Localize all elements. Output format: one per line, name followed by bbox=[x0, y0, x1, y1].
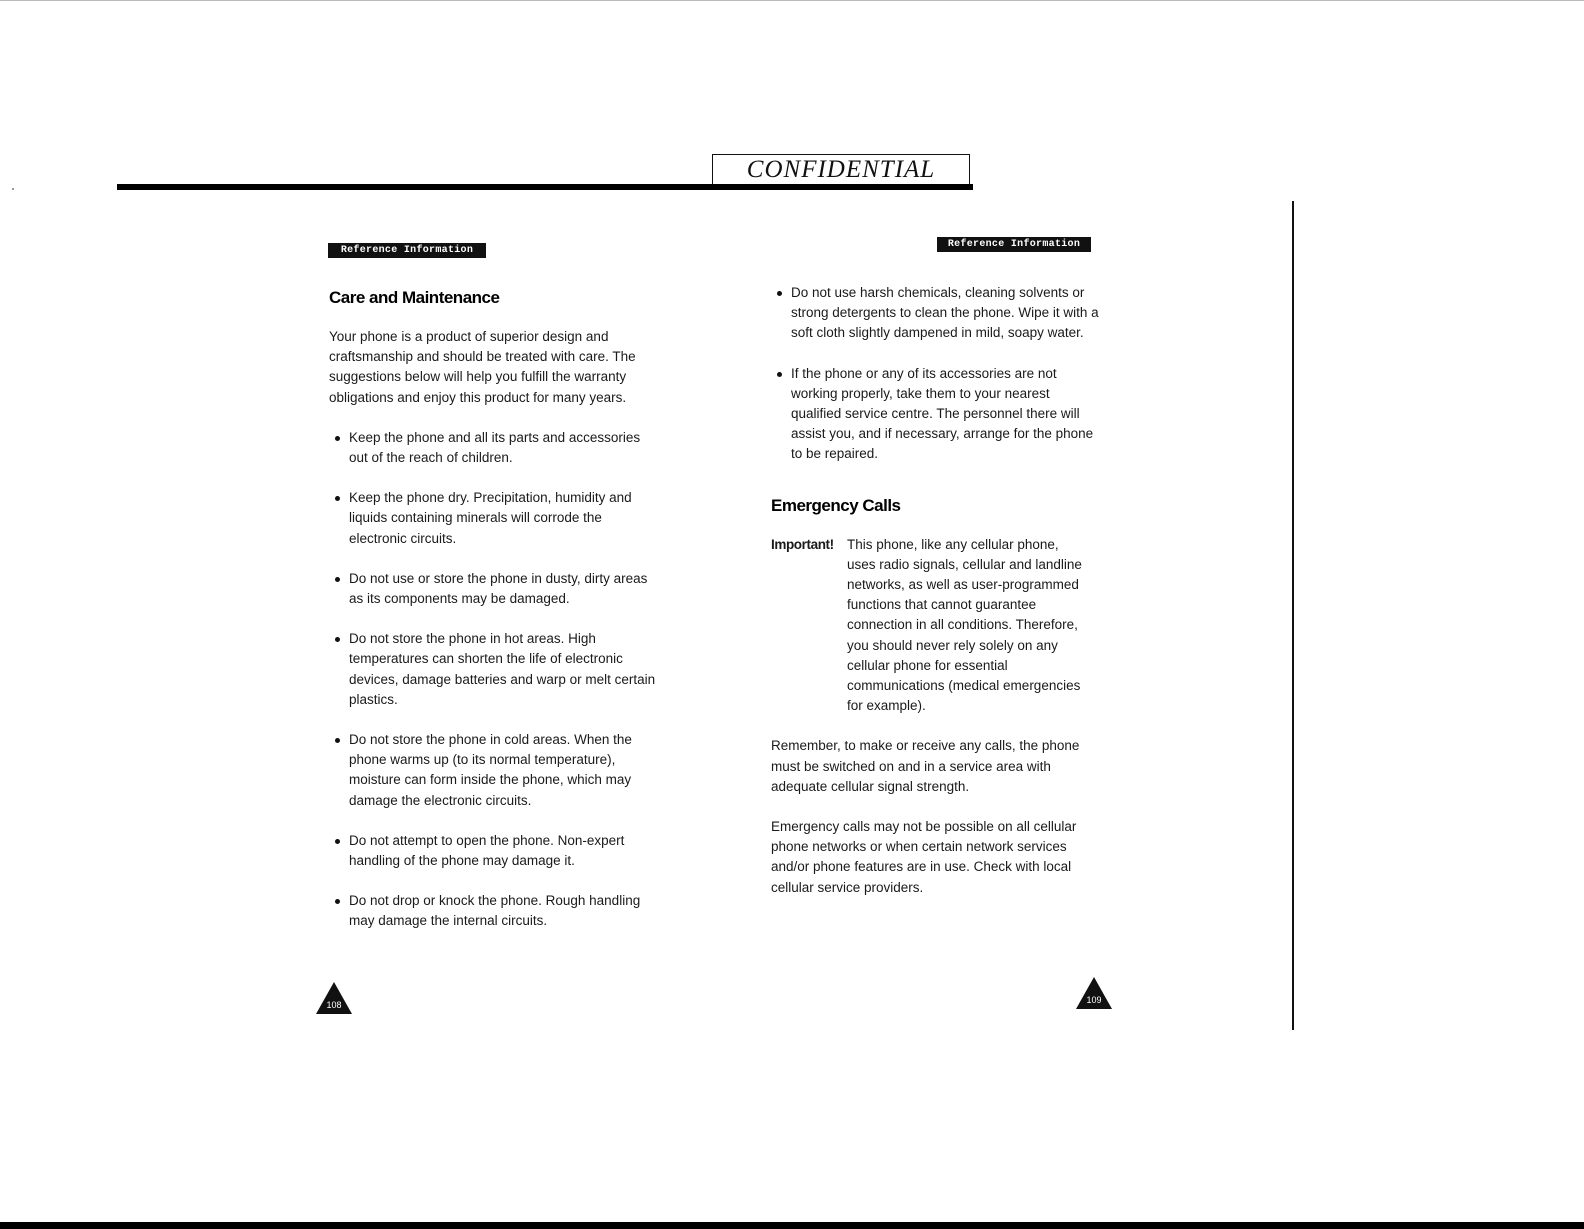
list-item: Do not use or store the phone in dusty, dirty areas as its components may be damaged. bbox=[329, 569, 659, 609]
care-bullet-list-continued bbox=[771, 283, 1101, 465]
confidential-stamp: CONFIDENTIAL bbox=[712, 154, 970, 184]
page-edge-line bbox=[1292, 201, 1294, 1030]
header-rule bbox=[117, 184, 973, 190]
scan-speck bbox=[12, 188, 14, 190]
list-item: Do not store the phone in hot areas. High temperatures can shorten the life of electronic devices, damage batteries and warp or melt certain plastics. bbox=[329, 629, 659, 710]
emergency-calls-heading: Emergency Calls bbox=[771, 495, 901, 515]
scan-top-edge bbox=[0, 0, 1584, 1]
list-item: Keep the phone dry. Precipitation, humidity and liquids containing minerals will corrode the electronic circuits. bbox=[329, 488, 659, 549]
reference-information-tag-right: Reference Information bbox=[937, 237, 1091, 252]
scan-bottom-edge bbox=[0, 1222, 1584, 1229]
list-item: Do not use harsh chemicals, cleaning solvents or strong detergents to clean the phone. Wipe it with a soft cloth slightly dampened in mild, soapy water. bbox=[771, 283, 1101, 344]
page-number-right: 109 bbox=[1086, 995, 1102, 1005]
right-page-column bbox=[771, 283, 1101, 918]
list-item: Do not store the phone in cold areas. When the phone warms up (to its normal temperature), moisture can form inside the phone, which may damage the electronic circuits. bbox=[329, 730, 659, 811]
remember-paragraph: Remember, to make or receive any calls, the phone must be switched on and in a service area with adequate cellular signal strength. bbox=[771, 738, 1080, 794]
care-and-maintenance-heading: Care and Maintenance bbox=[329, 288, 500, 307]
page-number-left: 108 bbox=[326, 1000, 342, 1010]
list-item: Do not attempt to open the phone. Non-expert handling of the phone may damage it. bbox=[329, 831, 659, 871]
reference-information-tag-left: Reference Information bbox=[328, 243, 486, 258]
emergency-paragraph: Emergency calls may not be possible on all cellular phone networks or when certain network services and/or phone features are in use. Check with local cellular service providers. bbox=[771, 819, 1077, 895]
list-item: Do not drop or knock the phone. Rough handling may damage the internal circuits. bbox=[329, 891, 659, 931]
care-bullet-list bbox=[329, 428, 659, 932]
left-page-column bbox=[329, 287, 659, 952]
important-note bbox=[771, 535, 1101, 717]
list-item: Keep the phone and all its parts and accessories out of the reach of children. bbox=[329, 428, 659, 468]
list-item: If the phone or any of its accessories are not working properly, take them to your nearest qualified service centre. The personnel there will assist you, and if necessary, arrange for the phone to be repaired. bbox=[771, 364, 1101, 465]
important-label: Important! bbox=[771, 536, 834, 552]
intro-paragraph: Your phone is a product of superior design and craftsmanship and should be treated with care. The suggestions below will help you fulfill the warranty obligations and enjoy this product for many years. bbox=[329, 329, 636, 405]
important-text: This phone, like any cellular phone, uses radio signals, cellular and landline networks, as well as user-programmed functions that cannot guarantee connection in all conditions. Therefore, you should never rely solely on any cellular phone for essential communications (medical emergencies for example). bbox=[847, 536, 1082, 714]
